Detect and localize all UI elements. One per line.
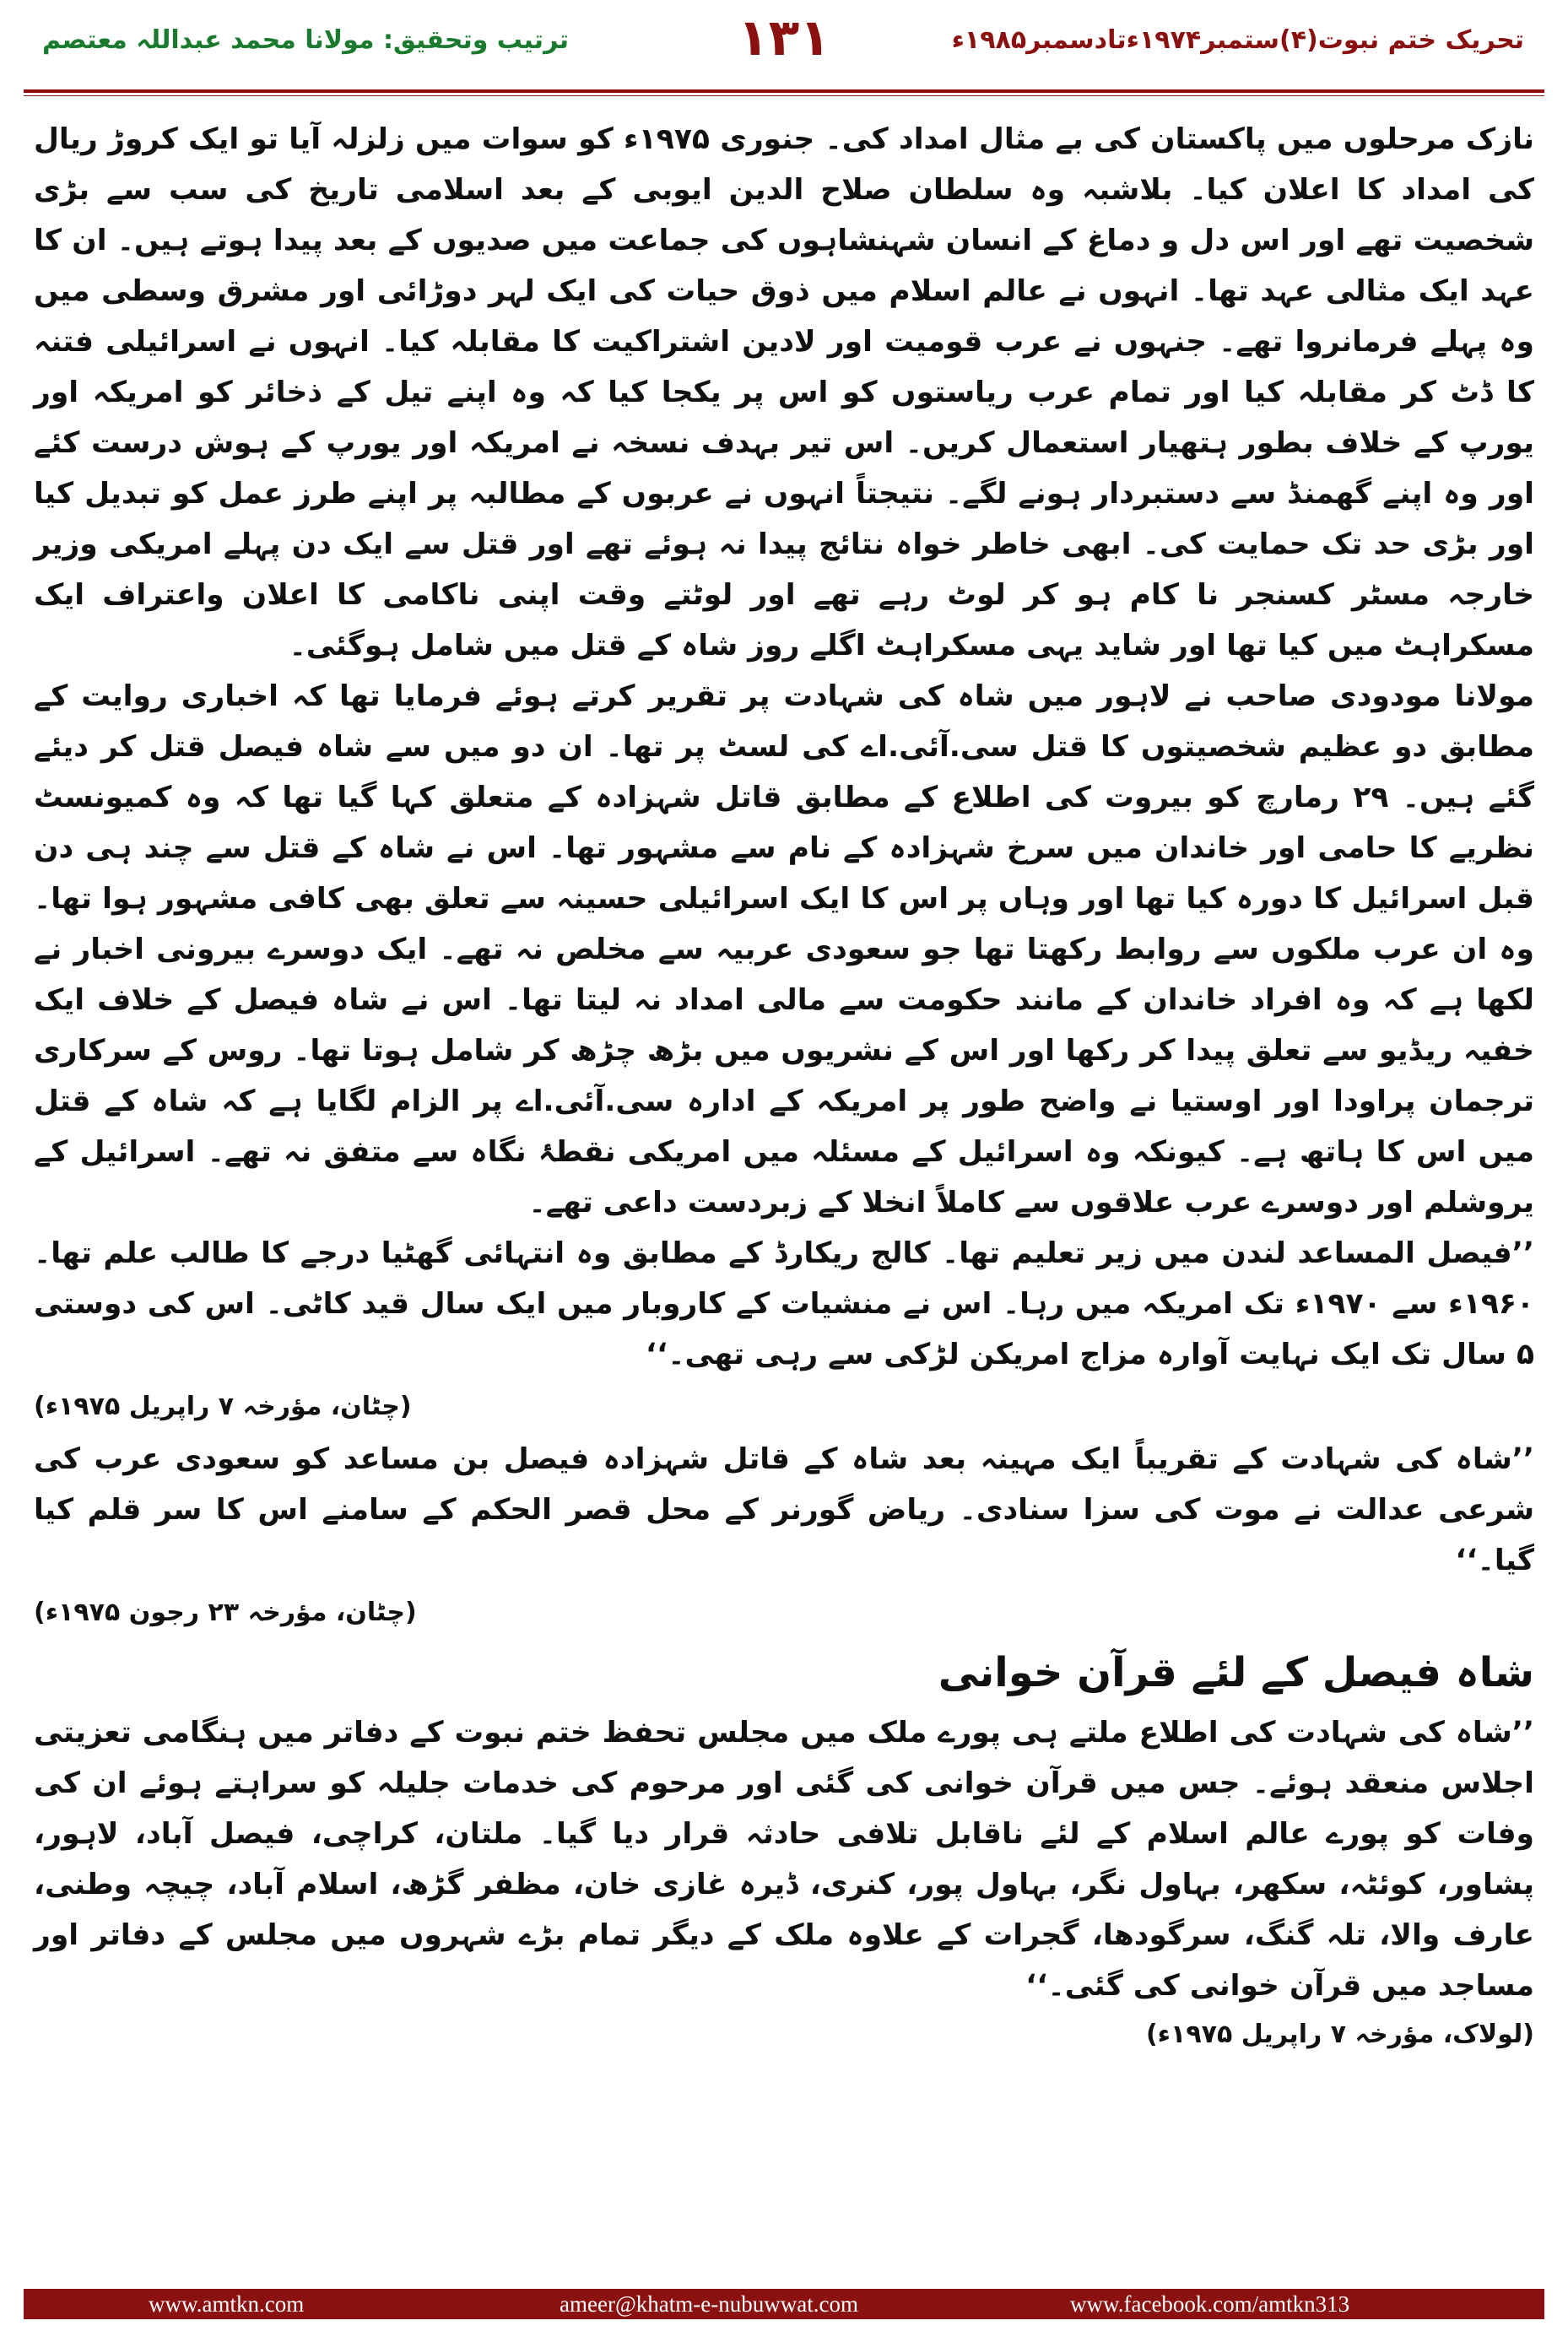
reference-laulak: (لولاک، مؤرخہ ۷ راپریل ۱۹۷۵ء) [1145,2020,1534,2049]
header-compiler: ترتیب وتحقیق: مولانا محمد عبداللہ معتصم [42,25,569,55]
page-header [0,0,1568,101]
footer-email-link[interactable]: ameer@khatm-e-nubuwwat.com [560,2291,858,2317]
paragraph-2: مولانا مودودی صاحب نے لاہور میں شاہ کی شہادت پر تقریر کرتے ہوئے فرمایا تھا کہ اخباری روایت کے مطابق دو عظیم شخصیتوں کا قتل سی.آئی.اے کی لسٹ پر تھا۔ ان دو میں سے شاہ فیصل قتل کر دیئے گئے ہیں۔ ۲۹ رمارچ کو بیروت کی اطلاع کے مطابق قاتل شہزادہ کے متعلق کہا گیا تھا کہ وہ کمیونسٹ نظریے کا حامی اور خاندان میں سرخ شہزادہ کے نام سے مشہور تھا۔ اس نے شاہ کے قتل سے چند ہی دن قبل اسرائیل کا دورہ کیا تھا اور وہاں پر اس کا ایک اسرائیلی حسینہ سے تعلق بھی کافی مشہور ہوا تھا۔ وہ ان عرب ملکوں سے روابط رکھتا تھا جو سعودی عربیہ سے مخلص نہ تھے۔ ایک دوسرے بیرونی اخبار نے لکھا ہے کہ وہ افراد خاندان کے مانند حکومت سے مالی امداد نہ لیتا تھا۔ اس نے شاہ فیصل کے خلاف ایک خفیہ ریڈیو سے تعلق پیدا کر رکھا اور اس کے نشریوں میں بڑھ چڑھ کر شامل ہوتا تھا۔ روس کے سرکاری ترجمان پراودا اور اوستیا نے واضح طور پر امریکہ کے ادارہ سی.آئی.اے پر الزام لگایا ہے کہ شاہ کے قتل میں اس کا ہاتھ ہے۔ کیونکہ وہ اسرائیل کے مسئلہ میں امریکی نقطۂ نگاہ سے متفق نہ تھے۔ اسرائیل کے یروشلم اور دوسرے عرب علاقوں سے کاملاً انخلا کے زبردست داعی تھے۔ [34,679,1535,1220]
quote-quran-khwani: ’’شاہ کی شہادت کی اطلاع ملتے ہی پورے ملک میں مجلس تحفظ ختم نبوت کے دفاتر میں ہنگامی تعزیتی اجلاس منعقد ہوئے۔ جس میں قرآن خوانی کی گئی اور مرحوم کی خدمات جلیلہ کو سراہتے ہوئے ان کی وفات کو پورے عالم اسلام کے لئے ناقابل تلافی حادثہ قرار دیا گیا۔ ملتان، کراچی، فیصل آباد، لاہور، پشاور، کوئٹہ، سکھر، بہاول نگر، بہاول پور، کنری، ڈیرہ غازی خان، مظفر گڑھ، اسلام آباد، چیچہ وطنی، عارف والا، تلہ گنگ، سرگودھا، گجرات کے علاوہ ملک کے دیگر تمام بڑے شہروں میں مجلس کے دفاتر اور مساجد میں قرآن خوانی کی گئی۔‘‘ [34,1716,1534,2003]
page-footer [24,2289,1544,2319]
header-divider-thin [24,95,1544,96]
reference-chattan-2: (چٹان، مؤرخہ ۲۳ رجون ۱۹۷۵ء) [34,1598,417,1627]
reference-chattan-1: (چٹان، مؤرخہ ۷ راپریل ۱۹۷۵ء) [34,1392,412,1421]
paragraph-1: نازک مرحلوں میں پاکستان کی بے مثال امداد کی۔ جنوری ۱۹۷۵ء کو سوات میں زلزلہ آیا تو ایک کروڑ ریال کی امداد کا اعلان کیا۔ بلاشبہ وہ سلطان صلاح الدین ایوبی کے بعد اسلامی تاریخ کی سب سے بڑی شخصیت تھے اور اس دل و دماغ کے انسان شہنشاہوں کی جماعت میں صدیوں کے بعد پیدا ہوتے ہیں۔ ان کا عہد ایک مثالی عہد تھا۔ انہوں نے عالم اسلام میں ذوق حیات کی ایک لہر دوڑائی اور مشرق وسطی میں وہ پہلے فرمانروا تھے۔ جنہوں نے عرب قومیت اور لادین اشتراکیت کا مقابلہ کیا۔ انہوں نے اسرائیلی فتنہ کا ڈٹ کر مقابلہ کیا اور تمام عرب ریاستوں کو اس پر یکجا کیا کہ وہ اپنے تیل کے ذخائر کو امریکہ اور یورپ کے خلاف بطور ہتھیار استعمال کریں۔ اس تیر بہدف نسخہ نے امریکہ اور یورپ کے ہوش درست کئے اور وہ اپنے گھمنڈ سے دستبردار ہونے لگے۔ نتیجتاً انہوں نے عربوں کے مطالبہ پر اپنے طرز عمل کو تبدیل کیا اور بڑی حد تک حمایت کی۔ ابھی خاطر خواہ نتائج پیدا نہ ہوئے تھے اور قتل سے ایک دن پہلے امریکی وزیر خارجہ مسٹر کسنجر نا کام ہو کر لوٹ رہے تھے اور لوٹتے وقت اپنی ناکامی کا اعلان واعتراف ایک مسکراہٹ میں کیا تھا اور شاید یہی مسکراہٹ اگلے روز شاہ کے قتل میں شامل ہوگئی۔ [34,122,1534,663]
footer-facebook-link[interactable]: www.facebook.com/amtkn313 [1070,2291,1350,2317]
header-book-title: تحریک ختم نبوت(۴)ستمبر۱۹۷۴ءتادسمبر۱۹۸۵ء [951,25,1524,55]
page-number: ۱۳۱ [738,8,830,68]
header-divider [24,89,1544,93]
footer-website-link[interactable]: www.amtkn.com [149,2291,305,2317]
section-heading: شاہ فیصل کے لئے قرآن خوانی [938,1649,1534,1696]
body-text [34,114,1534,2062]
quote-faisal-musaid: ’’فیصل المساعد لندن میں زیر تعلیم تھا۔ کالج ریکارڈ کے مطابق وہ انتہائی گھٹیا درجے کا طالب علم تھا۔ ۱۹۶۰ء سے ۱۹۷۰ء تک امریکہ میں رہا۔ اس نے منشیات کے کاروبار میں ایک سال قید کاٹی۔ اس کی دوستی ۵ سال تک ایک نہایت آوارہ مزاج امریکن لڑکی سے رہی تھی۔‘‘ [34,1236,1534,1371]
quote-execution: ’’شاہ کی شہادت کے تقریباً ایک مہینہ بعد شاہ کے قاتل شہزادہ فیصل بن مساعد کو سعودی عرب کی شرعی عدالت نے موت کی سزا سنادی۔ ریاض گورنر کے محل قصر الحکم کے سامنے اس کا سر قلم کیا گیا۔‘‘ [34,1442,1534,1577]
